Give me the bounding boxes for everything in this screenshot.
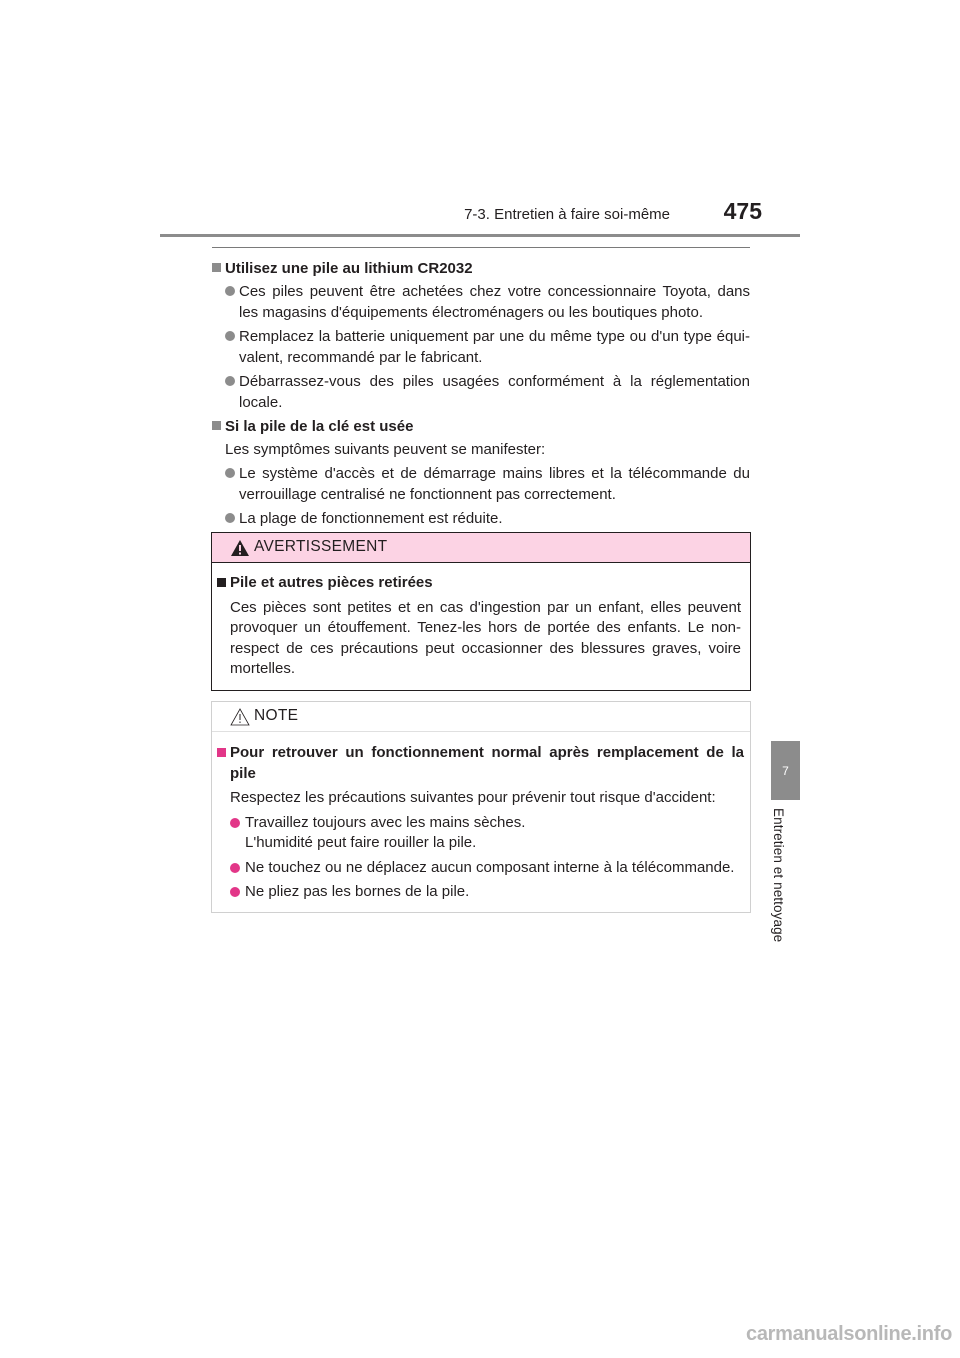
note-body <box>212 732 750 903</box>
warning-triangle-icon <box>230 539 250 557</box>
square-bullet-icon <box>217 578 226 587</box>
note-list-item <box>216 813 744 854</box>
list-item <box>212 463 750 505</box>
bullet-dot-icon <box>225 286 235 296</box>
warning-text: Ces pièces sont petites et en cas d'ingestion par un enfant, elles peuvent provoquer un étouffement. Tenez-les hors de portée des enfants. Le non-respect de ces précautions peut occasionner des blessures graves, voire mortelles. <box>230 598 741 677</box>
square-bullet-icon <box>212 421 221 430</box>
section-battery-type <box>212 258 750 413</box>
body-text <box>212 258 750 532</box>
note-item-text: Ne touchez ou ne déplacez aucun composant interne à la télécommande. <box>245 858 735 876</box>
list-item-text: Ces piles peuvent être achetées chez votre concessionnaire Toyota, dans les magasins d'équipements électroménagers ou les boutiques photo. <box>239 283 750 321</box>
bullet-dot-icon <box>230 887 240 897</box>
bullet-dot-icon <box>225 468 235 478</box>
chapter-label: Entretien et nettoyage <box>771 808 786 943</box>
note-intro: Respectez les précautions suivantes pour prévenir tout risque d'accident: <box>230 789 716 806</box>
bullet-dot-icon <box>230 818 240 828</box>
warning-heading-text: Pile et autres pièces retirées <box>230 574 433 591</box>
note-heading <box>216 743 744 784</box>
warning-title: AVERTISSEMENT <box>254 538 388 555</box>
page-number: 475 <box>723 198 762 224</box>
header-rule <box>160 234 800 237</box>
list-item <box>212 508 750 529</box>
list-item <box>212 326 750 368</box>
list-item-text: Remplacez la batterie uniquement par une du même type ou d'un type équi-valent, recommandé par le fabricant. <box>239 328 750 366</box>
list-item <box>212 371 750 413</box>
square-bullet-icon <box>217 748 226 757</box>
note-header <box>212 702 750 732</box>
section-header-title: 7-3. Entretien à faire soi-même <box>464 206 670 223</box>
note-item-text: Ne pliez pas les bornes de la pile. <box>245 883 470 900</box>
warning-body <box>212 563 750 680</box>
list-item-text: Le système d'accès et de démarrage mains libres et la télécommande du verrouillage centralisé ne fonctionnent pas correctement. <box>239 465 750 503</box>
content-rule <box>212 247 750 248</box>
section-heading-text: Si la pile de la clé est usée <box>225 418 414 435</box>
section-intro: Les symptômes suivants peuvent se manifester: <box>225 441 546 458</box>
note-item-subtext: L'humidité peut faire rouiller la pile. <box>245 834 477 851</box>
note-box <box>211 701 751 913</box>
caution-triangle-icon <box>230 708 250 726</box>
section-heading <box>212 258 750 279</box>
section-heading-text: Utilisez une pile au lithium CR2032 <box>225 260 473 277</box>
note-list-item <box>216 882 744 903</box>
warning-box <box>211 532 751 691</box>
list-item <box>212 281 750 323</box>
list-item-text: La plage de fonctionnement est réduite. <box>239 510 503 527</box>
section-battery-worn <box>212 416 750 529</box>
chapter-number: 7 <box>782 763 789 778</box>
bullet-dot-icon <box>225 513 235 523</box>
bullet-dot-icon <box>225 331 235 341</box>
note-heading-text: Pour retrouver un fonctionnement normal après remplacement de la pile <box>230 744 744 782</box>
note-list-item <box>216 858 744 879</box>
warning-header <box>212 533 750 563</box>
bullet-dot-icon <box>230 863 240 873</box>
square-bullet-icon <box>212 263 221 272</box>
list-item-text: Débarrassez-vous des piles usagées conformément à la réglementation locale. <box>239 373 750 411</box>
note-item-text: Travaillez toujours avec les mains sèches. <box>245 813 526 831</box>
note-title: NOTE <box>254 707 299 724</box>
bullet-dot-icon <box>225 376 235 386</box>
warning-heading <box>216 573 741 594</box>
watermark: carmanualsonline.info <box>746 1323 952 1345</box>
chapter-tab[interactable] <box>771 741 800 800</box>
section-heading <box>212 416 750 437</box>
